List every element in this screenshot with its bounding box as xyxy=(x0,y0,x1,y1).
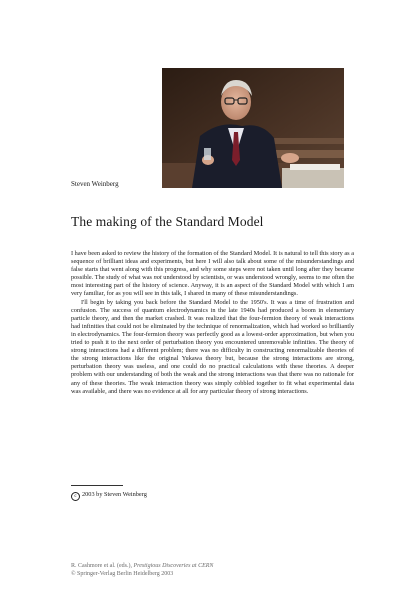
paragraph-2: I'll begin by taking you back before the Standard Model to the 1950's. It was a time of frustration and confusion. The success of quantum electrodynamics in the late 1940s had produced a boom in elementary particle theory, and then the market crashed. It was realized that the four-fermion theory of weak interactions had infinities that could not be eliminated by the technique of renormalization, which had worked so brilliantly in electrodynamics. The four-fermion theory was perfectly good as a lowest-order approximation, but when you tried to push it to the next order of perturbation theory you encountered unremovable infinities. The theory of strong interactions had a different problem; there was no difficulty in constructing renormalizable theories of the strong interactions like the original Yukawa theory but, because the strong interactions are strong, perturbation theory was useless, and one could do no practical calculations with these theories. A deeper problem with our understanding of both the weak and the strong interactions was that there was no rationale for any of these theories. The weak interaction theory was simply cobbled together to fit what experimental data was available, and there was no evidence at all for any particular theory of strong interactions. xyxy=(71,298,354,395)
paragraph-1: I have been asked to review the history of the formation of the Standard Model. It is natural to tell this story as a sequence of brilliant ideas and experiments, but here I will also talk about some of the misunderstandings and false starts that went along with this progress, and why some steps were not taken until long after they became possible. The study of what was not understood by scientists, or was understood wrongly, seems to me often the most interesting part of the history of science. Anyway, it is an aspect of the Standard Model with which I am very familiar, for as you will see in this talk, I shared in many of these misunderstandings. xyxy=(71,250,354,298)
article-title: The making of the Standard Model xyxy=(71,214,264,229)
article-body xyxy=(71,250,354,396)
speaker-photo xyxy=(162,68,344,188)
author-caption: Steven Weinberg xyxy=(71,180,119,188)
copyright-icon: c xyxy=(71,492,80,501)
footer-line-1: R. Cashmore et al. (eds.), Prestigious Discoveries at CERN xyxy=(71,563,214,569)
footnote-rule xyxy=(71,485,123,486)
copyright-notice: c 2003 by Steven Weinberg xyxy=(71,491,147,501)
publication-footer xyxy=(71,562,213,578)
footer-line-2: © Springer-Verlag Berlin Heidelberg 2003 xyxy=(71,571,174,577)
